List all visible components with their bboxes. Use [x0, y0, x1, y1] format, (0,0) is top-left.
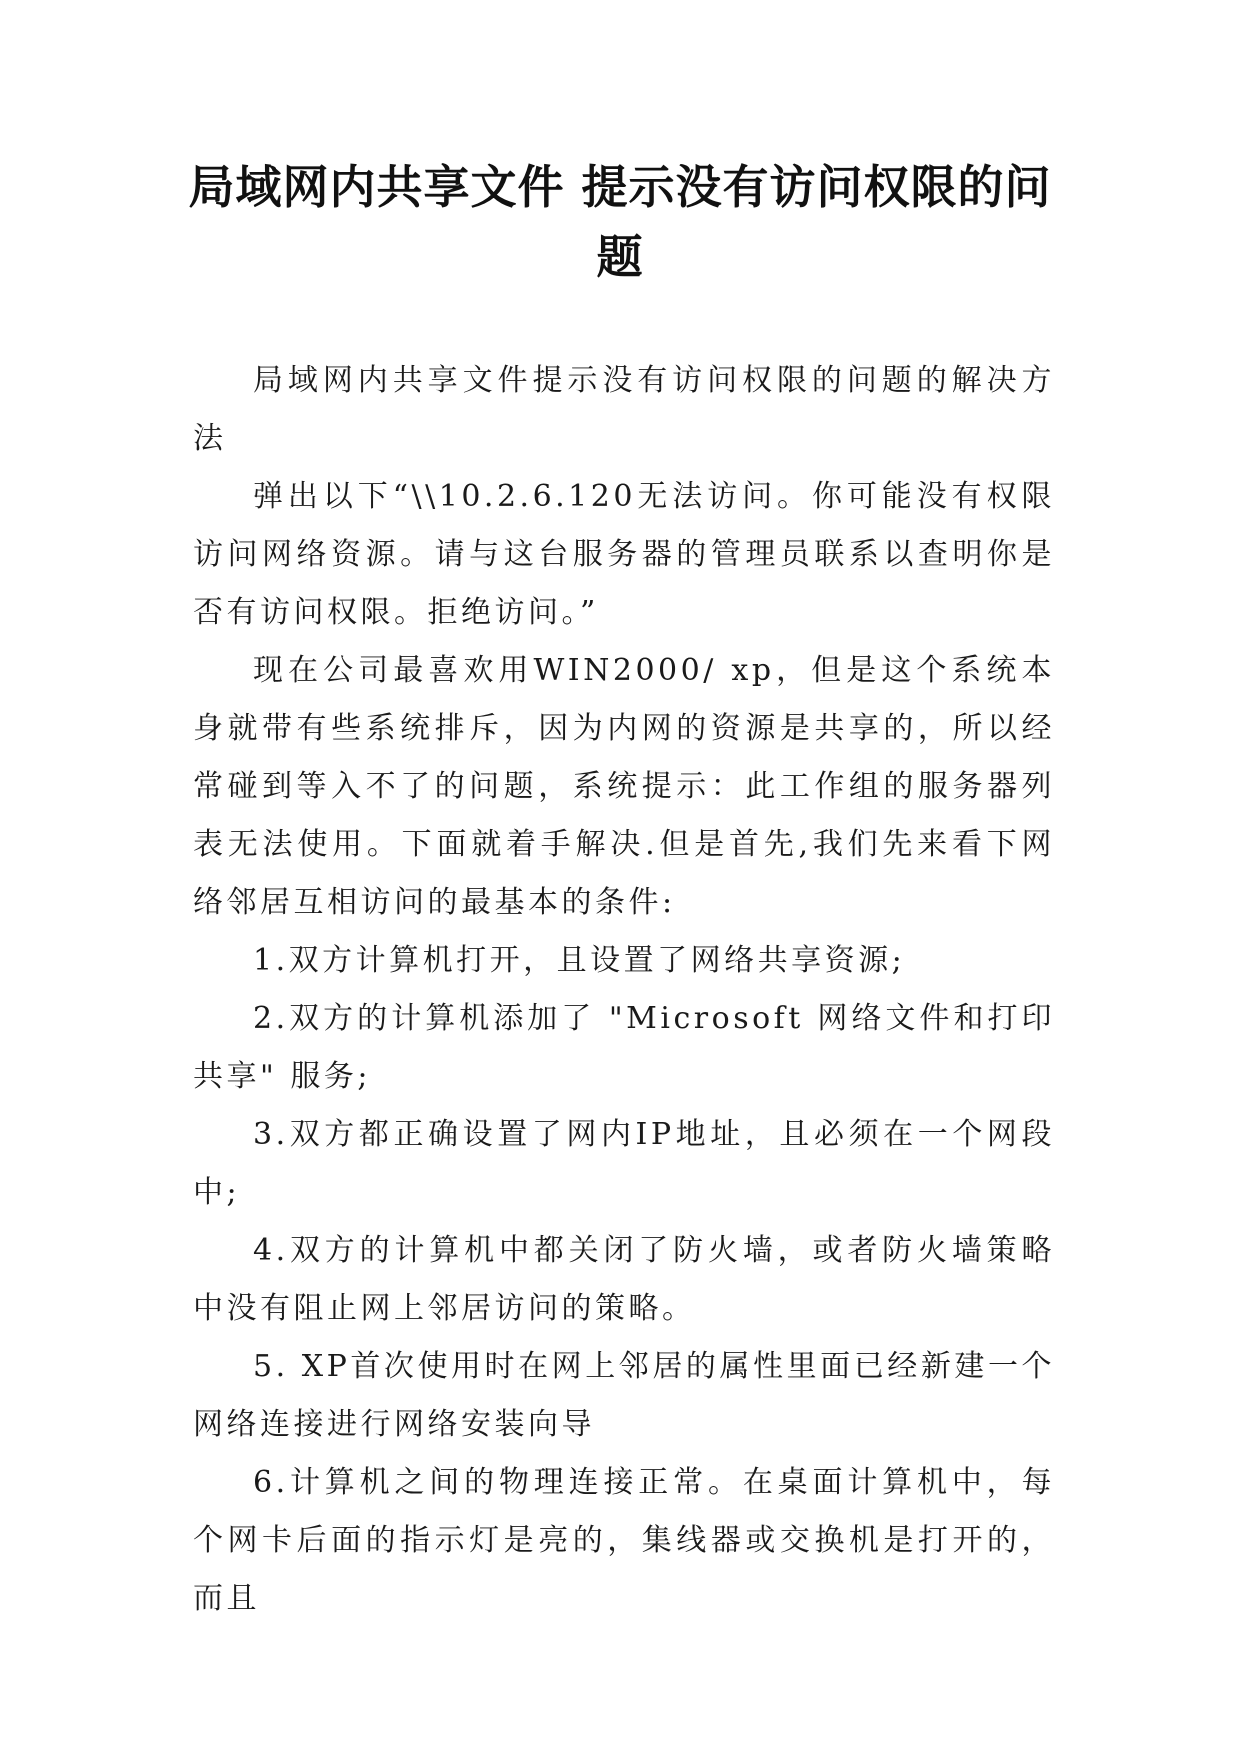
list-item-condition-1: 1.双方计算机打开，且设置了网络共享资源; — [253, 943, 906, 978]
paragraph-background: 现在公司最喜欢用WIN2000/ xp，但是这个系统本身就带有些系统排斥，因为内网的资源是共享的，所以经常碰到等入不了的问题，系统提示：此工作组的服务器列表无法使用。下面就着手解决.但是首先,我们先来看下网络邻居互相访问的最基本的条件: — [193, 653, 1055, 920]
document-title: 局域网内共享文件 提示没有访问权限的问题 — [188, 160, 1052, 284]
list-item-condition-3: 3.双方都正确设置了网内IP地址，且必须在一个网段中; — [193, 1117, 1055, 1210]
list-item-condition-5: 5. XP首次使用时在网上邻居的属性里面已经新建一个网络连接进行网络安装向导 — [193, 1349, 1055, 1442]
list-item-condition-6: 6.计算机之间的物理连接正常。在桌面计算机中，每个网卡后面的指示灯是亮的，集线器或交换机是打开的，而且 — [193, 1465, 1055, 1616]
list-item-condition-4: 4.双方的计算机中都关闭了防火墙，或者防火墙策略中没有阻止网上邻居访问的策略。 — [193, 1233, 1055, 1326]
paragraph-intro: 局域网内共享文件提示没有访问权限的问题的解决方法 — [193, 363, 1055, 456]
list-item-condition-2: 2.双方的计算机添加了 "Microsoft 网络文件和打印共享" 服务; — [193, 1001, 1055, 1094]
paragraph-error-message: 弹出以下“\\10.2.6.120无法访问。你可能没有权限访问网络资源。请与这台服务器的管理员联系以查明你是否有访问权限。拒绝访问。” — [193, 479, 1055, 630]
document-body — [193, 352, 1055, 1628]
